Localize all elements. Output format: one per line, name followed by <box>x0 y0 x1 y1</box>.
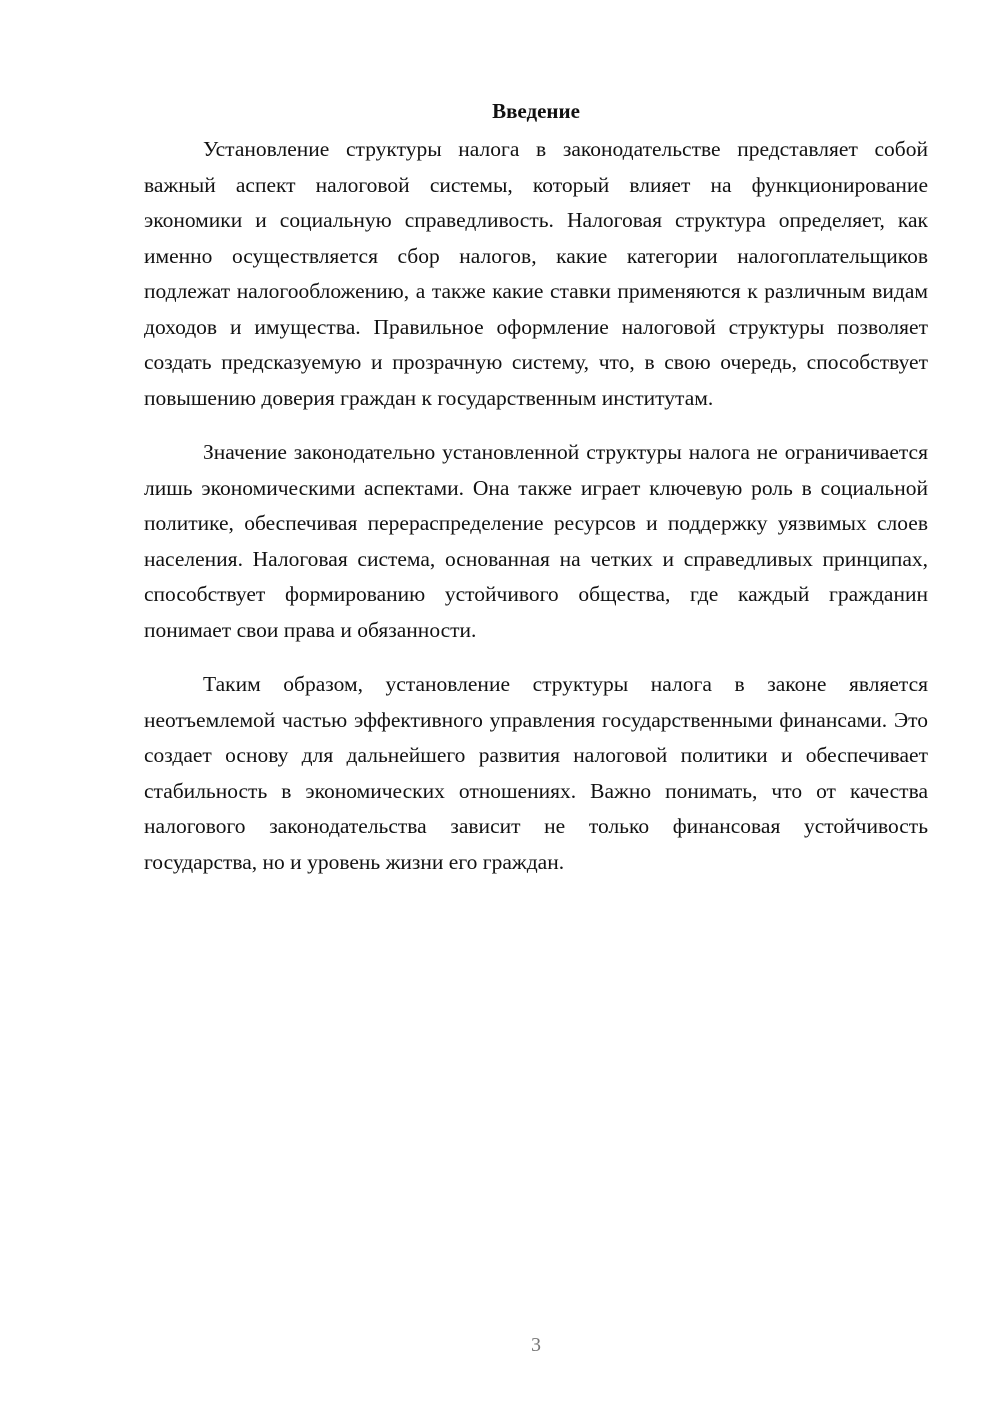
paragraph-1: Установление структуры налога в законодательстве представляет собой важный аспект налоговой системы, который влияет на функционирование экономики и социальную справедливость. Налоговая структура определяет, как именно осуществляется сбор налогов, какие категории налогоплательщиков подлежат налогообложению, а также какие ставки применяются к различным видам доходов и имущества. Правильное оформление налоговой структуры позволяет создать предсказуемую и прозрачную систему, что, в свою очередь, способствует повышению доверия граждан к государственным институтам. <box>144 137 928 410</box>
paragraph-3: Таким образом, установление структуры налога в законе является неотъемлемой частью эффективного управления государственными финансами. Это создает основу для дальнейшего развития налоговой политики и обеспечивает стабильность в экономических отношениях. Важно понимать, что от качества налогового законодательства зависит не только финансовая устойчивость государства, но и уровень жизни его граждан. <box>144 672 928 874</box>
page-number: 3 <box>531 1334 541 1356</box>
section-heading: Введение <box>492 99 580 123</box>
document-body <box>144 96 928 899</box>
paragraph-2: Значение законодательно установленной структуры налога не ограничивается лишь экономическими аспектами. Она также играет ключевую роль в социальной политике, обеспечивая перераспределение ресурсов и поддержку уязвимых слоев населения. Налоговая система, основанная на четких и справедливых принципах, способствует формированию устойчивого общества, где каждый гражданин понимает свои права и обязанности. <box>144 440 928 642</box>
